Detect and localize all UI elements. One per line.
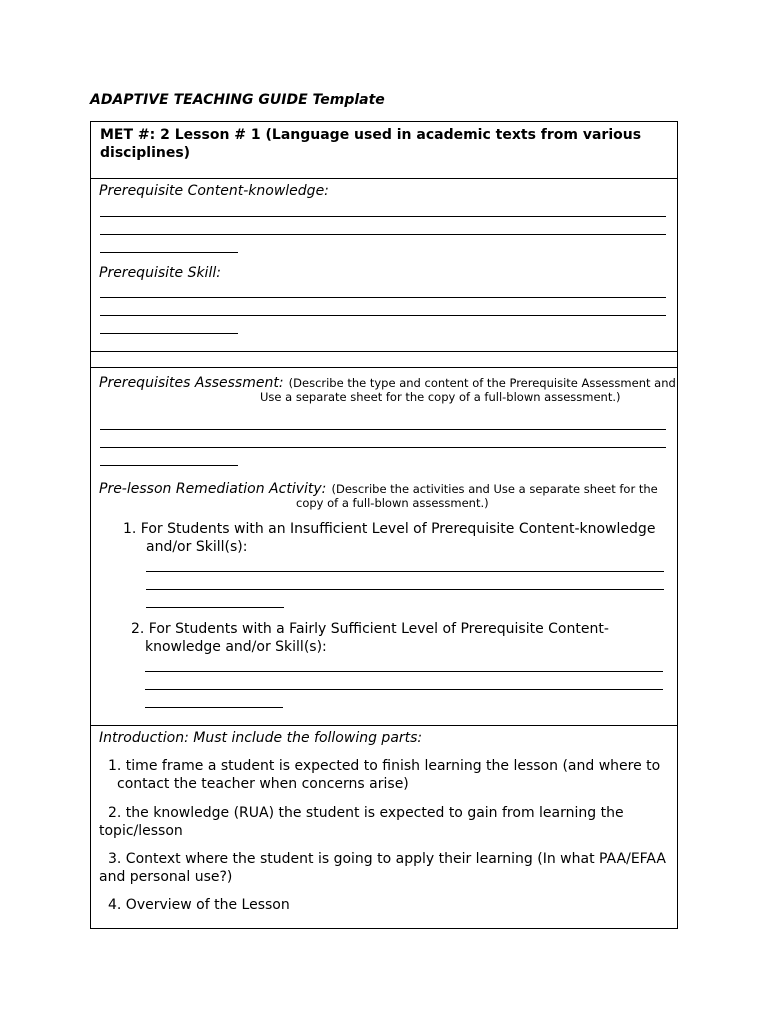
prerequisite-row bbox=[91, 178, 677, 351]
prerequisites-assessment-label: Prerequisites Assessment: bbox=[99, 375, 284, 391]
answer-line[interactable] bbox=[100, 315, 666, 316]
answer-line[interactable] bbox=[100, 297, 666, 298]
remediation-note: (Describe the activities and Use a separate sheet for the bbox=[331, 482, 658, 496]
answer-line[interactable] bbox=[145, 707, 283, 708]
intro-point-2-cont: topic/lesson bbox=[99, 823, 183, 839]
answer-line[interactable] bbox=[100, 333, 238, 334]
remediation-note-continued: copy of a full-blown assessment.) bbox=[296, 496, 489, 510]
answer-line[interactable] bbox=[146, 607, 284, 608]
answer-line[interactable] bbox=[100, 429, 666, 430]
answer-line[interactable] bbox=[145, 671, 663, 672]
document-title: ADAPTIVE TEACHING GUIDE Template bbox=[90, 92, 385, 108]
introduction-label: Introduction: Must include the following parts: bbox=[99, 730, 423, 746]
intro-point-1-cont: contact the teacher when concerns arise) bbox=[117, 776, 409, 792]
prerequisite-content-label: Prerequisite Content-knowledge: bbox=[99, 183, 329, 199]
intro-point-3-cont: and personal use?) bbox=[99, 869, 233, 885]
intro-point-4: 4. Overview of the Lesson bbox=[108, 897, 290, 913]
sufficient-level-item-cont: knowledge and/or Skill(s): bbox=[145, 639, 327, 655]
assessment-note: (Describe the type and content of the Prerequisite Assessment and bbox=[288, 376, 676, 390]
answer-line[interactable] bbox=[145, 689, 663, 690]
remediation-activity-label: Pre-lesson Remediation Activity: bbox=[99, 481, 327, 497]
insufficient-level-item: 1. For Students with an Insufficient Level of Prerequisite Content-knowledge bbox=[123, 521, 656, 537]
answer-line[interactable] bbox=[146, 589, 664, 590]
intro-point-3: 3. Context where the student is going to apply their learning (In what PAA/EFAA bbox=[108, 851, 666, 867]
answer-line[interactable] bbox=[146, 571, 664, 572]
answer-line[interactable] bbox=[100, 465, 238, 466]
answer-line[interactable] bbox=[100, 447, 666, 448]
intro-point-2: 2. the knowledge (RUA) the student is expected to gain from learning the bbox=[108, 805, 624, 821]
answer-line[interactable] bbox=[100, 216, 666, 217]
assessment-row bbox=[91, 367, 677, 725]
met-lesson-row bbox=[91, 122, 677, 178]
introduction-row bbox=[91, 725, 677, 928]
empty-row bbox=[91, 351, 677, 367]
teaching-guide-table bbox=[90, 121, 678, 929]
assessment-note-continued: Use a separate sheet for the copy of a full-blown assessment.) bbox=[260, 390, 621, 404]
assessment-heading bbox=[99, 372, 676, 391]
prerequisite-skill-label: Prerequisite Skill: bbox=[99, 265, 221, 281]
intro-point-1: 1. time frame a student is expected to finish learning the lesson (and where to bbox=[108, 758, 661, 774]
answer-line[interactable] bbox=[100, 252, 238, 253]
remediation-heading bbox=[99, 478, 658, 497]
insufficient-level-item-cont: and/or Skill(s): bbox=[146, 539, 248, 555]
sufficient-level-item: 2. For Students with a Fairly Sufficient Level of Prerequisite Content- bbox=[131, 621, 609, 637]
answer-line[interactable] bbox=[100, 234, 666, 235]
met-lesson-heading: MET #: 2 Lesson # 1 (Language used in academic texts from various disciplines) bbox=[100, 127, 642, 161]
